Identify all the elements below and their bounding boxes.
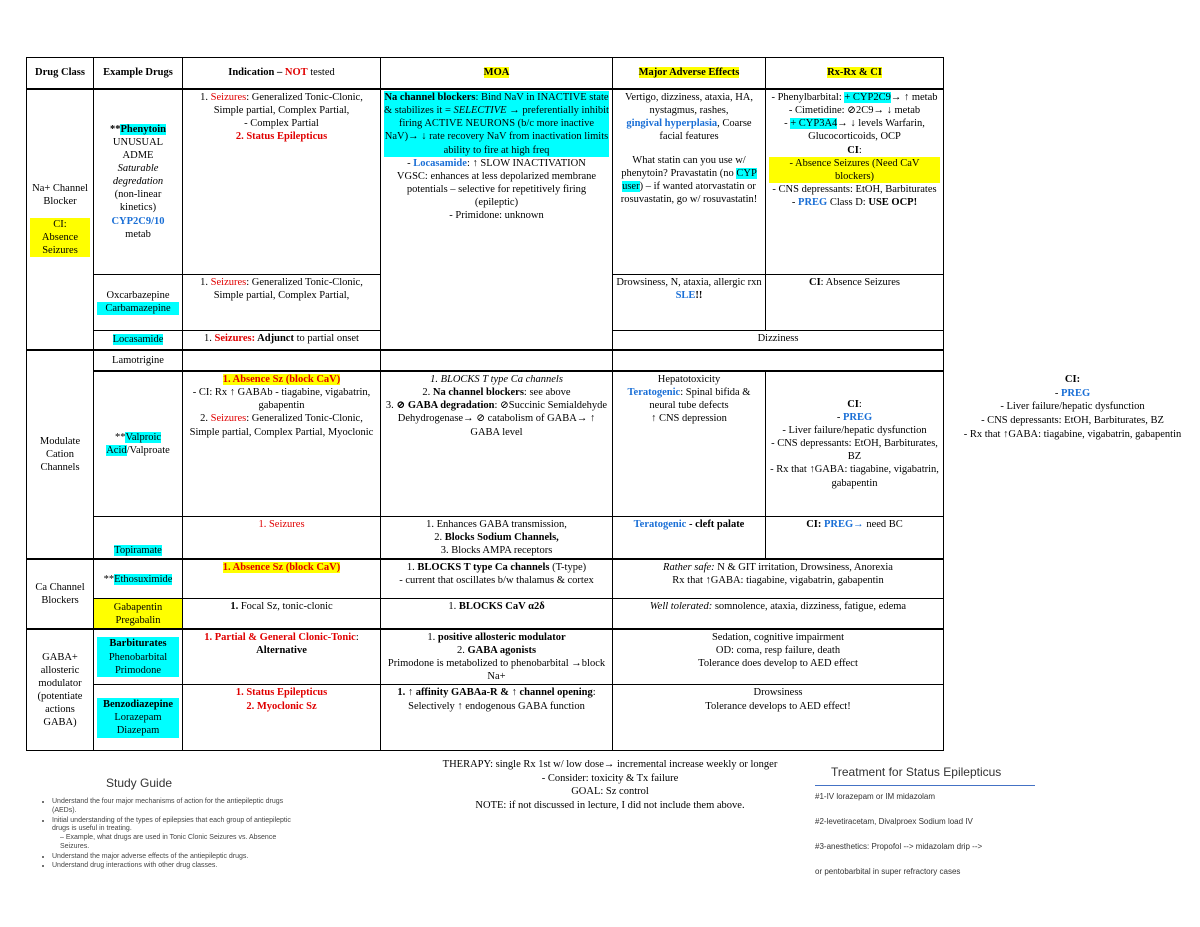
adverse-ethosuximide: Rather safe: N & GIT irritation, Drowsiness, Anorexia Rx that ↑GABA: tiagabine, vigabatrin, gabapentin	[613, 559, 944, 599]
class-modulate-cation: Modulate Cation Channels	[27, 350, 94, 559]
list-item: • Understand drug interactions with other drug classes.	[52, 862, 296, 871]
drug-table	[26, 57, 944, 751]
header-drug-class: Drug Class	[27, 58, 94, 90]
table-row	[27, 599, 944, 629]
rxci-topiramate: CI: PREG→ need BC	[766, 516, 944, 559]
adverse-gabapentin: Well tolerated: somnolence, ataxia, dizziness, fatigue, edema	[613, 599, 944, 629]
list-item: • Understand the four major mechanisms of action for the antiepileptic drugs (AEDs).	[52, 798, 296, 816]
drug-phenytoin: **Phenytoin UNUSUAL ADME Saturable degredation (non-linear kinetics) CYP2C9/10 metab	[94, 89, 183, 274]
status-title: Treatment for Status Epilepticus	[831, 765, 1002, 779]
moa-benzodiazepine: 1. ↑ affinity GABAa-R & ↑ channel opening: Selectively ↑ endogenous GABA function	[381, 685, 613, 751]
indication-locasamide: 1. Seizures: Adjunct to partial onset	[183, 330, 381, 350]
indication-oxcarbazepine: 1. Seizures: Generalized Tonic-Clonic, Simple partial, Complex Partial,	[183, 274, 381, 330]
divider	[815, 785, 1035, 786]
list-item: or pentobarbital in super refractory cases	[815, 867, 961, 876]
rxci-valproic-acid: CI: - PREG - Liver failure/hepatic dysfunction - CNS depressants: EtOH, Barbiturates, BZ - Rx that ↑GABA: tiagabine, vigabatrin, gabapentin	[766, 371, 944, 516]
status-epilepticus-treatment	[815, 765, 1035, 892]
drug-ethosuximide: **Ethosuximide	[94, 559, 183, 599]
side-ci-note: CI: - PREG - Liver failure/hepatic dysfunction - CNS depressants: EtOH, Barbiturates, BZ - Rx that ↑GABA: tiagabine, vigabatrin, gabapentin	[963, 374, 1182, 440]
rxci-phenytoin: - Phenylbarbital: + CYP2C9→ ↑ metab - Cimetidine: ⊘2C9→ ↓ metab - + CYP3A4→ ↓ levels Warfarin, Glucocorticoids, OCP CI: - Absence Seizures (Need CaV blockers) - CNS depressants: EtOH, Barbiturates - PREG Class D: USE OCP!	[766, 89, 944, 274]
table-row	[27, 685, 944, 751]
moa-barbiturates: 1. positive allosteric modulator 2. GABA agonists Primodone is metabolized to phenobarbital →block Na+	[381, 629, 613, 685]
drug-benzodiazepine: Benzodiazepine Lorazepam Diazepam	[94, 685, 183, 751]
list-item: • Initial understanding of the types of epilepsies that each group of antiepileptic drugs is useful in treating. – Example, what drugs are used in Tonic Clonic Seizures vs. Absence Seizures.	[52, 817, 296, 852]
list-item: • Understand the major adverse effects of the antiepileptic drugs.	[52, 853, 296, 862]
rxci-oxcarbazepine: CI: Absence Seizures	[766, 274, 944, 330]
indication-topiramate: 1. Seizures	[183, 516, 381, 559]
moa-na-blockers: Na channel blockers: Bind NaV in INACTIVE state & stabilizes it = SELECTIVE → preferentially inhibit firing ACTIVE NEURONS (b/c more inactive NaV)→ ↓ rate recovery NaV from inactivation limits ability to fire at high freq - Locasamide: ↑ SLOW INACTIVATION VGSC: enhances at less depolarized membrane potentials – selective for repetitively firing (epileptic) - Primidone: unknown	[381, 89, 613, 350]
list-item: #1-IV lorazepam or IM midazolam	[815, 792, 936, 801]
indication-valproic-acid: 1. Absence Sz (block CaV) - CI: Rx ↑ GABAb - tiagabine, vigabatrin, gabapentin 2. Seizures: Generalized Tonic-Clonic, Simple partial, Complex Partial, Myoclonic	[183, 371, 381, 516]
adverse-locasamide: Dizziness	[613, 330, 944, 350]
indication-gabapentin: 1. Focal Sz, tonic-clonic	[183, 599, 381, 629]
adverse-phenytoin: Vertigo, dizziness, ataxia, HA, nystagmus, rashes, gingival hyperplasia, Coarse facial features What statin can you use w/ phenytoin? Pravastatin (no CYP user) – if wanted atorvastatin or rosuvastatin, go w/ rosuvastatin!	[613, 89, 766, 274]
class-na-blocker: Na+ Channel Blocker CI: Absence Seizures	[27, 89, 94, 350]
drug-oxcarbazepine: Oxcarbazepine Carbamazepine	[94, 274, 183, 330]
table-row	[27, 371, 944, 516]
table-row	[27, 559, 944, 599]
moa-topiramate: 1. Enhances GABA transmission, 2. Blocks Sodium Channels, 3. Blocks AMPA receptors	[381, 516, 613, 559]
class-ca-blockers: Ca Channel Blockers	[27, 559, 94, 629]
adverse-barbiturates: Sedation, cognitive impairment OD: coma, resp failure, death Tolerance does develop to AED effect	[613, 629, 944, 685]
study-guide-list	[36, 798, 296, 871]
study-guide-title: Study Guide	[106, 776, 173, 790]
table-row	[27, 516, 944, 559]
list-item: #2-levetiracetam, Divalproex Sodium load IV	[815, 817, 973, 826]
header-indication: Indication – NOT tested	[183, 58, 381, 90]
moa-gabapentin: 1. BLOCKS CaV α2δ	[381, 599, 613, 629]
list-item: #3-anesthetics: Propofol --> midazolam drip -->	[815, 842, 983, 851]
class-gaba-modulator: GABA+ allosteric modulator (potentiate actions GABA)	[27, 629, 94, 751]
indication-phenytoin: 1. Seizures: Generalized Tonic-Clonic, Simple partial, Complex Partial, - Complex Partial 2. Status Epilepticus	[183, 89, 381, 274]
header-moa: MOA	[381, 58, 613, 90]
indication-ethosuximide: 1. Absence Sz (block CaV)	[183, 559, 381, 599]
adverse-topiramate: Teratogenic - cleft palate	[613, 516, 766, 559]
drug-lamotrigine: Lamotrigine	[94, 350, 183, 371]
header-adverse: Major Adverse Effects	[613, 58, 766, 90]
adverse-benzodiazepine: Drowsiness Tolerance develops to AED effect!	[613, 685, 944, 751]
header-row	[27, 58, 944, 90]
moa-ethosuximide: 1. BLOCKS T type Ca channels (T-type) - current that oscillates b/w thalamus & cortex	[381, 559, 613, 599]
drug-valproic-acid: **Valproic Acid/Valproate	[94, 371, 183, 516]
therapy-note: THERAPY: single Rx 1st w/ low dose→ incremental increase weekly or longer - Consider: toxicity & Tx failure GOAL: Sz control NOTE: if not discussed in lecture, I did not include them above.	[442, 759, 778, 811]
drug-gabapentin: Gabapentin Pregabalin	[94, 599, 183, 629]
indication-barbiturates: 1. Partial & General Clonic-Tonic: Alternative	[183, 629, 381, 685]
drug-topiramate: Topiramate	[94, 516, 183, 559]
table-row	[27, 629, 944, 685]
drug-barbiturates: Barbiturates Phenobarbital Primodone	[94, 629, 183, 685]
header-rxci: Rx-Rx & CI	[766, 58, 944, 90]
adverse-oxcarbazepine: Drowsiness, N, ataxia, allergic rxn SLE!!	[613, 274, 766, 330]
adverse-valproic-acid: Hepatotoxicity Teratogenic: Spinal bifida & neural tube defects ↑ CNS depression	[613, 371, 766, 516]
study-guide	[36, 776, 296, 872]
moa-valproic-acid: 1. BLOCKS T type Ca channels 2. Na channel blockers: see above 3. ⊘ GABA degradation: ⊘Succinic Semialdehyde Dehydrogenase→ ⊘ catabolism of GABA→ ↑ GABA level	[381, 371, 613, 516]
indication-benzodiazepine: 1. Status Epilepticus 2. Myoclonic Sz	[183, 685, 381, 751]
table-row	[27, 350, 944, 371]
header-example-drugs: Example Drugs	[94, 58, 183, 90]
drug-locasamide: Locasamide	[94, 330, 183, 350]
table-row	[27, 89, 944, 274]
not-label: NOT	[284, 67, 308, 79]
